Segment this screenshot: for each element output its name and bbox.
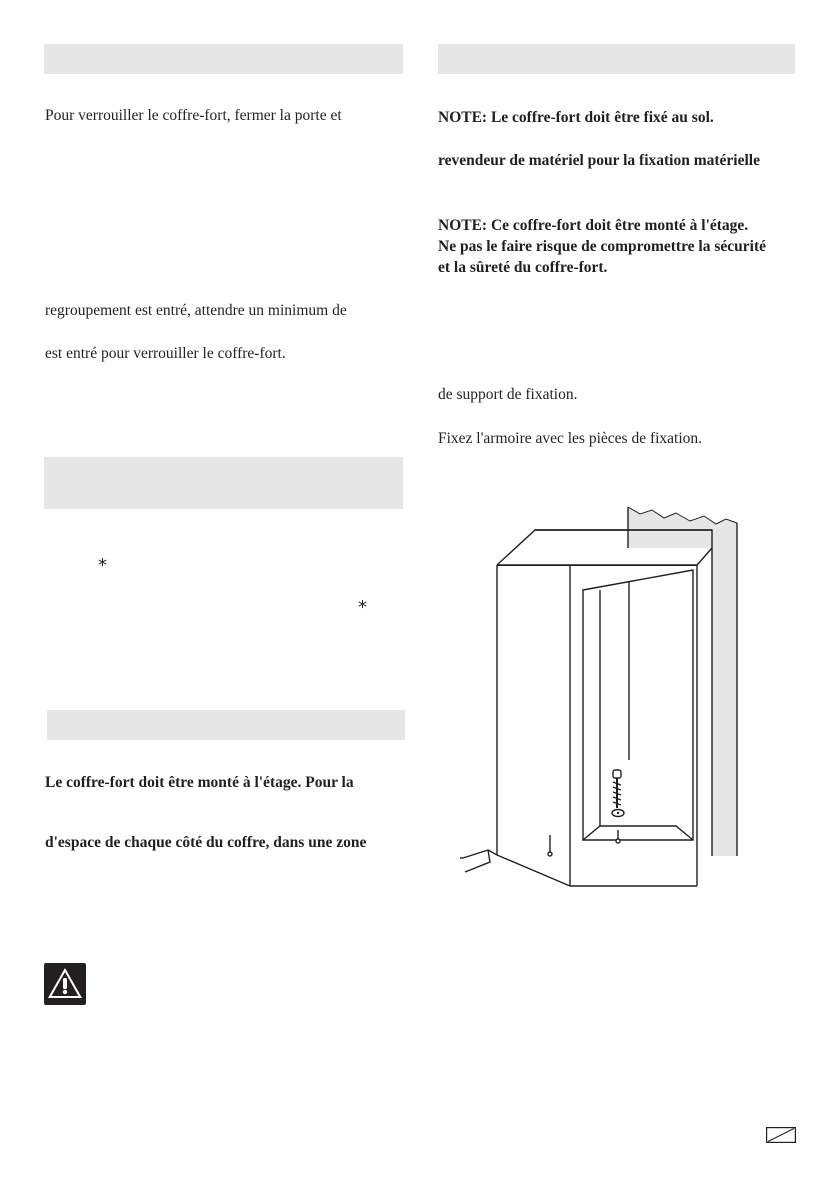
section-heading-bar-3 bbox=[47, 710, 405, 740]
lock-instructions-line-3: est entré pour verrouiller le coffre-fort. bbox=[45, 345, 286, 362]
support-fixation-text: de support de fixation. bbox=[438, 386, 578, 403]
page-number-box bbox=[766, 1127, 796, 1143]
note-floor-mount-line-1: NOTE: Ce coffre-fort doit être monté à l'étage. bbox=[438, 217, 749, 234]
warning-icon bbox=[44, 963, 86, 1005]
fixing-instruction-text: Fixez l'armoire avec les pièces de fixation. bbox=[438, 430, 703, 447]
installation-line-1: Le coffre-fort doit être monté à l'étage. Pour la bbox=[45, 774, 354, 791]
cabinet-anchoring-illustration bbox=[460, 500, 750, 895]
installation-line-2: d'espace de chaque côté du coffre, dans une zone bbox=[45, 834, 367, 851]
lock-instructions-line-1: Pour verrouiller le coffre-fort, fermer la porte et bbox=[45, 107, 342, 124]
note-floor-fixing: NOTE: Le coffre-fort doit être fixé au sol. bbox=[438, 109, 714, 126]
section-heading-bar-1 bbox=[44, 44, 403, 74]
asterisk-symbol-2: * bbox=[358, 597, 367, 618]
section-heading-bar-right bbox=[438, 44, 795, 74]
asterisk-symbol-1: * bbox=[98, 555, 107, 576]
note-floor-mount-line-3: et la sûreté du coffre-fort. bbox=[438, 259, 608, 276]
note-floor-mount-line-2: Ne pas le faire risque de compromettre la sécurité bbox=[438, 238, 766, 255]
note-floor-fixing-continued: revendeur de matériel pour la fixation matérielle bbox=[438, 152, 760, 169]
section-heading-bar-2 bbox=[44, 457, 403, 509]
lock-instructions-line-2: regroupement est entré, attendre un minimum de bbox=[45, 302, 347, 319]
